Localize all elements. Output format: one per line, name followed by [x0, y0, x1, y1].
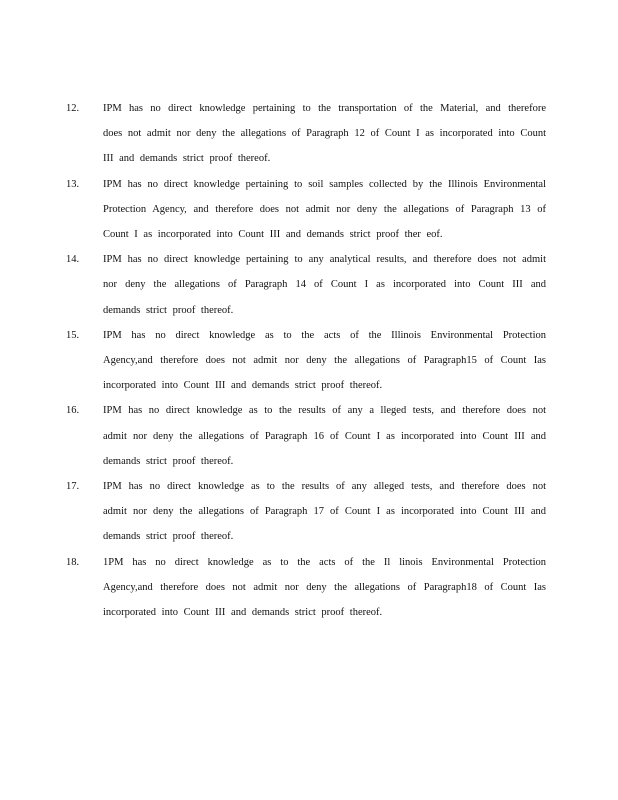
paragraph-number: 14.	[66, 254, 80, 266]
paragraph-15	[66, 323, 546, 399]
paragraph-12	[66, 96, 546, 172]
paragraph-number: 18.	[66, 556, 80, 568]
paragraph-text: IPM has no direct knowledge as to the results of any a lleged tests, and therefore does not admit nor deny the allegations of Paragraph 16 of Count I as incorporated into Count III and demands strict proof thereof.	[103, 405, 546, 467]
paragraph-number: 13.	[66, 178, 80, 190]
paragraph-number: 17.	[66, 481, 80, 493]
paragraph-text: IPM has no direct knowledge pertaining to the transportation of the Material, and therefore does not admit nor deny the allegations of Paragraph 12 of Count I as incorporated into Count III and demands strict proof thereof.	[103, 103, 546, 165]
paragraph-text: IPM has no direct knowledge as to the results of any alleged tests, and therefore does not admit nor deny the allegations of Paragraph 17 of Count I as incorporated into Count III and demands strict proof thereof.	[103, 481, 546, 543]
paragraph-text: IPM has no direct knowledge pertaining to soil samples collected by the Illinois Environmental Protection Agency, and therefore does not admit nor deny the allegations of Paragraph 13 of Count I as incorporated into Count III and demands strict proof ther eof.	[103, 178, 546, 241]
paragraph-text: 1PM has no direct knowledge as to the acts of the Il linois Environmental Protection Agency,and therefore does not admit nor deny the allegations of Paragraph18 of Count Ias incorporated into Count III and demands strict proof thereof.	[103, 556, 546, 619]
paragraph-text: IPM has no direct knowledge pertaining to any analytical results, and therefore does not admit nor deny the allegations of Paragraph 14 of Count I as incorporated into Count III and demands strict proof thereof.	[103, 254, 546, 316]
paragraph-number: 15.	[66, 329, 80, 341]
paragraph-16	[66, 398, 546, 474]
paragraph-text: IPM has no direct knowledge as to the acts of the Illinois Environmental Protection Agency,and therefore does not admit nor deny the allegations of Paragraph15 of Count Ias incorporated into Count III and demands strict proof thereof.	[103, 329, 546, 392]
paragraph-17	[66, 474, 546, 550]
numbered-paragraph-list	[66, 96, 546, 625]
paragraph-14	[66, 247, 546, 323]
paragraph-number: 16.	[66, 405, 80, 417]
paragraph-18	[66, 550, 546, 626]
paragraph-number: 12.	[66, 103, 80, 114]
paragraph-13	[66, 172, 546, 248]
